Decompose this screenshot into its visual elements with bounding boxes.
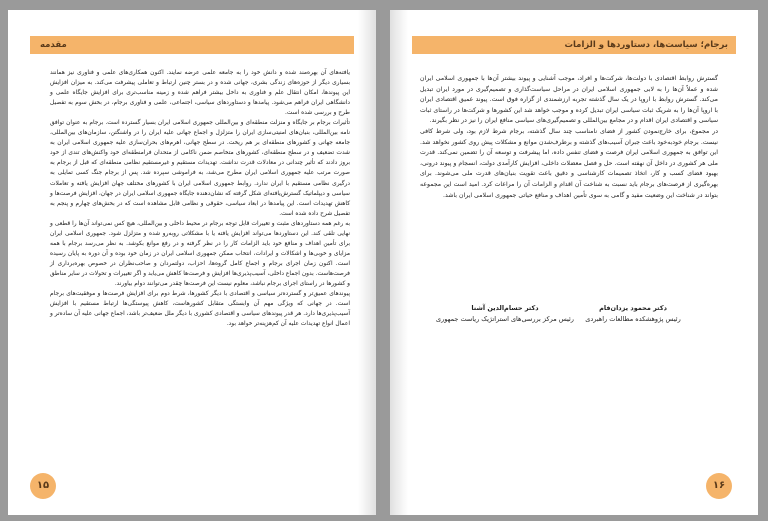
gutter-shadow bbox=[390, 10, 408, 515]
paragraph: پیوندهای عمیق‌تر و گسترده‌تر سیاسی و اقتصادی با دیگر کشورها، شرط دوم برای افزایش فرصت‌ها و موفقیت‌های برجام است. در جهانی که ویژگی مهم آن وابستگی متقابل کشورهاست، کاهش پیوستگی‌ها ارتباط مستقیم با افزایش آسیب‌پذیری‌ها دارد. هر قدر پیوندهای سیاسی و اقتصادی کشوری با دیگر ملل ضعیف‌تر باشد، اجماع جهانی علیه آن ساده‌تر و اعمال انواع تهدیدات علیه آن کم‌هزینه‌تر خواهد بود. bbox=[50, 291, 350, 328]
signature-block bbox=[558, 303, 708, 325]
body-text bbox=[50, 68, 350, 329]
paragraph: در مجموع، برای خارج‌نمودن کشور از فضای نامناسب چند سال گذشته، برجام شرط لازم بود، ولی شرط کافی نیست. برجام خودبه‌خود باعث جبران آسیب‌های گذشته و برطرف‌شدن موانع و مشکلات پیش روی کشور نخواهد شد. این توافق به جمهوری اسلامی ایران فرصت و فضای تنفس داده، اما پیشرفت و توسعه آن را تضمین نمی‌کند. قدرت ملی هر کشوری در داخل آن نهفته است. حل و فصل معضلات داخلی، افزایش کارآمدی دولت، انسجام و پیوند درونی، بهبود فضای کسب و کار، اتخاذ تصمیمات کارشناسی و دقیق باعث تقویت بنیان‌های قدرت ملی می‌شوند. برای بهره‌گیری از فرصت‌های برجام باید نسبت به شناخت آن اقدام و الزامات آن را مراعات کرد. امید است این مجموعه بتواند در شناخت این وضعیت مفید و گامی به سوی تأمین اهداف و منافع حیاتی جمهوری اسلامی ایران باشد. bbox=[420, 127, 718, 199]
right-page bbox=[390, 10, 758, 515]
header-title: برجام؛ سیاست‌ها، دستاوردها و الزامات bbox=[564, 40, 728, 50]
signature-block bbox=[430, 303, 580, 325]
signatory-name: دکتر محمود یزدان‌فام bbox=[599, 304, 667, 312]
signatory-role: رئیس مرکز بررسی‌های استراتژیک ریاست جمهوری bbox=[436, 315, 574, 323]
paragraph: تأثیرات برجام بر جایگاه و منزلت منطقه‌ای و بین‌المللی جمهوری اسلامی ایران بسیار گسترده است. برجام به عنوان توافق نامه بین‌المللی، بنیان‌های امنیتی‌سازی ایران را متزلزل و اجماع جهانی علیه ایران را در واشنگتن، سازمان‌های بین‌المللی، جامعه جهانی و کشورهای منطقه‌ای بر هم ریخت. در سطح جهانی، اهرم‌های بحران‌سازی علیه جمهوری اسلامی ایران به شدت تضعیف و در سطح منطقه‌ای، کشورهای متخاصم ضمن ناکامی از متحدان فرامنطقه‌ای خود واکنش‌های تندی از خود بروز دادند که تأثیر چندانی در معادلات قدرت نداشت. تهدیدات مستقیم و غیرمستقیم نظامی منطقه‌ای که قبل از برجام به صورت مرتب علیه جمهوری اسلامی ایران مطرح می‌شد، به فراموشی سپرده شد. پس از برجام جنگ کسی تمایلی به درگیری نظامی مستقیم با ایران ندارد. روابط جمهوری اسلامی ایران با کشورهای مختلف جهان افزایش یافته و تعاملات سیاسی و دیپلماتیک گسترش‌یافته‌ای شکل گرفته که نشان‌دهنده جایگاه جمهوری اسلامی ایران در جهان، افزایش فرصت‌ها و کاهش تهدیدات است. این پیامدها در ابعاد سیاسی، حقوقی و نظامی قابل مشاهده است که در بخش‌های چهارم و پنجم به تفصیل شرح داده شده است. bbox=[50, 120, 350, 217]
signatory-role: رئیس پژوهشکده مطالعات راهبردی bbox=[585, 315, 681, 323]
gutter-shadow bbox=[358, 10, 376, 515]
page-number: ۱۵ bbox=[30, 473, 56, 499]
signatures bbox=[420, 303, 718, 343]
signatory-name: دکتر حسام‌الدین آشنا bbox=[471, 304, 539, 312]
body-text bbox=[420, 74, 718, 201]
paragraph: گسترش روابط اقتصادی با دولت‌ها، شرکت‌ها و افراد، موجب آشنایی و پیوند بیشتر آن‌ها با جمهوری اسلامی ایران شده و عملاً آن‌ها را به لابی جمهوری اسلامی ایران در مراحل سیاست‌گذاری و تصمیم‌گیری در مورد ایران تبدیل می‌کند. گسترش روابط با اروپا در یک سال گذشته تجربه ارزشمندی از گزاره فوق است. پیوند عمیق اقتصادی ایران با اروپا آن‌ها را به شریک ثبات سیاسی ایران تبدیل کرده و موجب خواهد شد این کشورها و شرکت‌ها در راستای ثبات سیاسی و اقتصادی ایران اقدام و در مجامع بین‌المللی و تصمیم‌گیری‌های سیاسی منافع ایران را نیز در نظر بگیرند. bbox=[420, 75, 718, 125]
header-title: مقدمه bbox=[40, 40, 67, 50]
running-header bbox=[30, 36, 354, 54]
paragraph: به رغم همه دستاوردهای مثبت و تغییرات قابل توجه برجام در محیط داخلی و بین‌المللی، هیچ کس نمی‌تواند آن‌ها را قطعی و نهایی تلقی کند. این دستاوردها می‌تواند افزایش یافته یا با مشکلاتی روبه‌رو شده و متزلزل شود. جمهوری اسلامی ایران برای تأمین اهداف و منافع خود باید الزامات کار را در نظر گرفته و در رفع موانع بکوشد. به نظر می‌رسد برجام با همه مزایای و خوبی‌ها و اشکالات و ایرادات، انتخاب ممکن جمهوری اسلامی ایران در زمان خود بوده و آن دوره به پایان رسیده است. اکنون زمان اجرای برجام و اجماع کامل گروه‌ها، احزاب، دولتمردان و صاحب‌نظران در خصوص بهره‌برداری از فرصت‌هاست. بدون اجماع داخلی، آسیب‌پذیری‌ها افزایش و فرصت‌ها کاهش می‌یابد و اگر تغییرات و تحولات در سایر مناطق و کشورها در راستای اجرای برجام نباشد، معلوم نیست این فرصت‌ها چقدر می‌توانند دوام بیاورند. bbox=[50, 220, 350, 287]
running-header bbox=[412, 36, 736, 54]
left-page bbox=[8, 10, 376, 515]
page-number: ۱۶ bbox=[706, 473, 732, 499]
paragraph: یافته‌های آن بهره‌مند شده و دانش خود را به جامعه علمی عرضه نمایند. اکنون همکاری‌های علمی و فناوری نیز همانند بسیاری دیگر از حوزه‌های زندگی بشری، جهانی شده و در بستر چنین ارتباط و تعاملی پیشرفت می‌کند. به میزان افزایش این پیوندها، امکان انتقال علم و فناوری به داخل بیشتر فراهم شده و زمینه مناسب‌تری برای افزایش جایگاه علمی و دانشگاهی ایران فراهم می‌شود. پیامدها و دستاوردهای سیاسی، اجتماعی، علمی و فناوری برجام، در بخش سوم به تفصیل طرح و بررسی شده است. bbox=[50, 70, 350, 117]
